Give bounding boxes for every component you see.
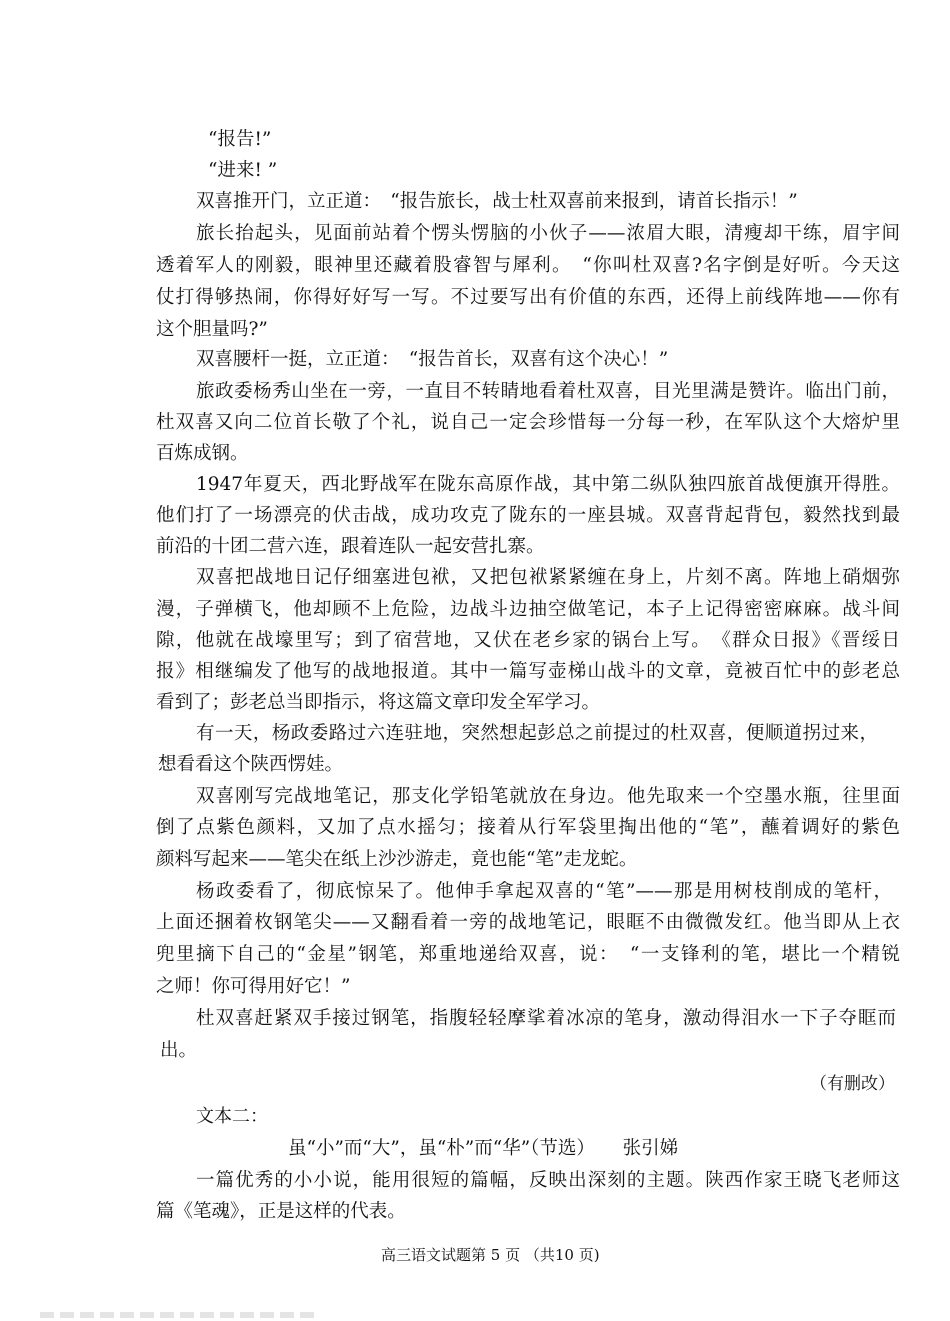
para-10-line-3: 颜料写起来——笔尖在纸上沙沙游走，竟也能“笔”走龙蛇。: [156, 849, 638, 870]
para-11-line-2: 上面还捆着枚钢笔尖——又翻看着一旁的战地笔记，眼眶不由微微发红。他当即从上衣: [156, 912, 900, 933]
para-6-line-3: 百炼成钢。: [156, 443, 249, 464]
para-9-line-1: 有一天，杨政委路过六连驻地，突然想起彭总之前提过的杜双喜，便顺道拐过来，: [196, 723, 878, 744]
para-6-line-2: 杜双喜又向二位首长敬了个礼，说自己一定会珍惜每一分每一秒，在军队这个大熔炉里: [156, 412, 900, 433]
para-8-line-1: 双喜把战地日记仔细塞进包袱，又把包袱紧紧缠在身上，片刻不离。阵地上硝烟弥: [196, 567, 900, 588]
para-2: “进来! ”: [208, 160, 278, 181]
para-9-line-2: 想看看这个陕西愣娃。: [158, 754, 344, 775]
para-5: 双喜腰杆一挺，立正道： “报告首长，双喜有这个决心！”: [196, 349, 669, 370]
para-4-line-3: 仗打得够热闹，你得好好写一写。不过要写出有价值的东西，还得上前线阵地——你有: [156, 287, 900, 308]
para-4-line-1: 旅长抬起头，见面前站着个愣头愣脑的小伙子——浓眉大眼，清瘦却干练，眉宇间: [196, 223, 900, 244]
para-11-line-4: 之师！你可得用好它！”: [156, 976, 351, 997]
page-footer: 高三语文试题第 5 页 （共10 页): [381, 1246, 600, 1264]
para-3: 双喜推开门，立正道： “报告旅长，战士杜双喜前来报到，请首长指示！”: [196, 191, 798, 212]
para-10-line-2: 倒了点紫色颜料，又加了点水摇匀；接着从行军袋里掏出他的“笔”，蘸着调好的紫色: [156, 817, 900, 838]
text-two-para-1-line-2: 篇《笔魂》，正是这样的代表。: [156, 1201, 406, 1222]
para-8-line-4: 报》相继编发了他写的战地报道。其中一篇写壶梯山战斗的文章，竟被百忙中的彭老总: [156, 661, 900, 682]
para-7-line-3: 前沿的十团二营六连，跟着连队一起安营扎寨。: [156, 536, 545, 557]
para-12-line-2: 出。: [160, 1040, 198, 1061]
para-11-line-3: 兜里摘下自己的“金星”钢笔，郑重地递给双喜，说： “一支锋利的笔，堪比一个精锐: [156, 944, 900, 965]
para-4-line-2: 透着军人的刚毅，眼神里还藏着股睿智与犀利。 “你叫杜双喜?名字倒是好听。今天这: [156, 255, 900, 276]
text-two-title: 虽“小”而“大”，虽“朴”而“华”（节选） 张引娣: [288, 1138, 679, 1159]
para-7-line-2: 他们打了一场漂亮的伏击战，成功攻克了陇东的一座县城。双喜背起背包，毅然找到最: [156, 505, 900, 526]
para-8-line-3: 隙，他就在战壕里写；到了宿营地，又伏在老乡家的锅台上写。 《群众日报》《晋绥日: [156, 630, 900, 651]
para-7-line-1: 1947年夏天，西北野战军在陇东高原作战，其中第二纵队独四旅首战便旗开得胜。: [196, 474, 900, 495]
para-12-line-1: 杜双喜赶紧双手接过钢笔，指腹轻轻摩挲着冰凉的笔身，激动得泪水一下子夺眶而: [196, 1008, 896, 1029]
text-two-heading: 文本二：: [196, 1106, 268, 1127]
para-6-line-1: 旅政委杨秀山坐在一旁，一直目不转睛地看着杜双喜，目光里满是赞许。临出门前，: [196, 381, 900, 402]
para-8-line-2: 漫，子弹横飞，他却顾不上危险，边战斗边抽空做笔记，本子上记得密密麻麻。战斗间: [156, 599, 900, 620]
para-8-line-5: 看到了；彭老总当即指示，将这篇文章印发全军学习。: [156, 692, 601, 713]
bleed-through-mark: [40, 1312, 320, 1318]
para-4-line-4: 这个胆量吗?”: [156, 319, 268, 340]
para-11-line-1: 杨政委看了，彻底惊呆了。他伸手拿起双喜的“笔”——那是用树枝削成的笔杆，: [196, 881, 892, 902]
text-two-para-1-line-1: 一篇优秀的小小说，能用很短的篇幅，反映出深刻的主题。陕西作家王晓飞老师这: [196, 1170, 900, 1191]
para-10-line-1: 双喜刚写完战地笔记，那支化学铅笔就放在身边。他先取来一个空墨水瓶，往里面: [196, 786, 900, 807]
para-1: “报告!”: [208, 129, 272, 150]
source-note: （有删改）: [810, 1074, 895, 1094]
